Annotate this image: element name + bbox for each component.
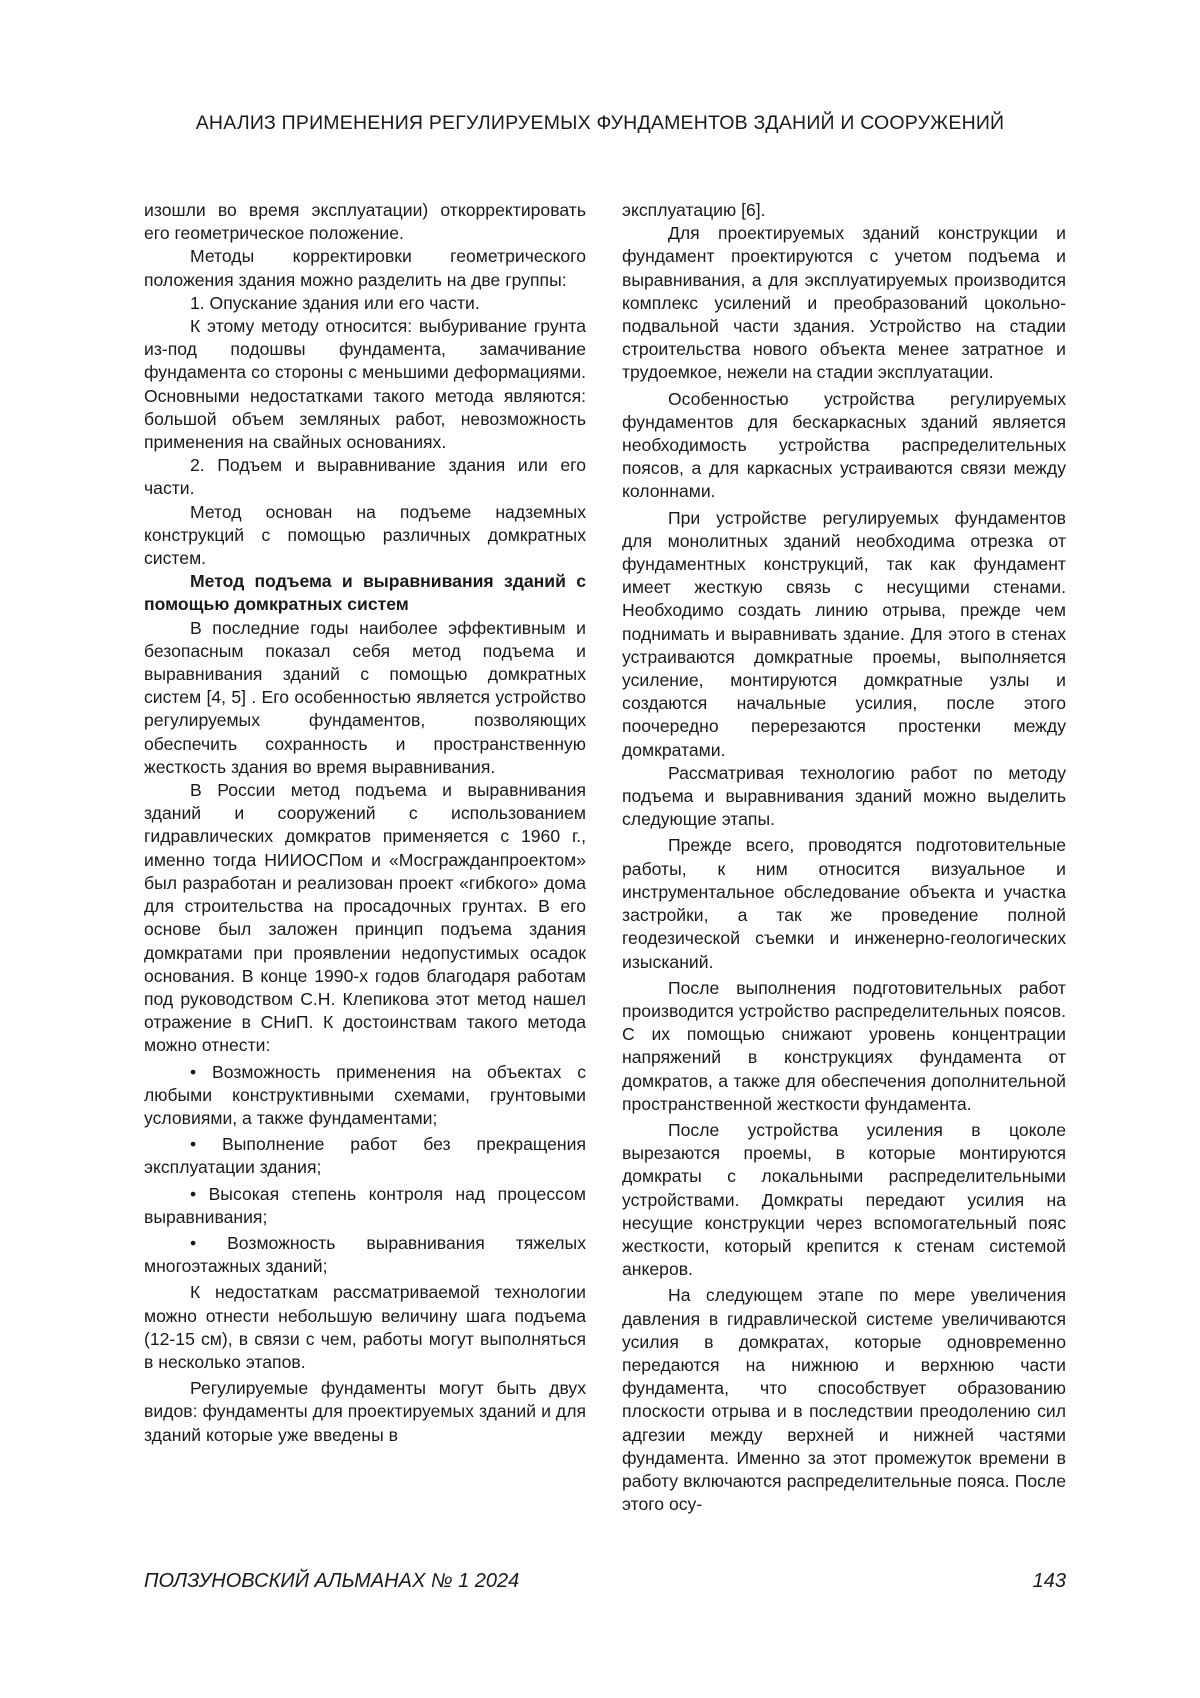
paragraph: Методы корректировки геометрического положения здания можно разделить на две группы: xyxy=(144,246,586,290)
paragraph: К этому методу относится: выбуривание грунта из-под подошвы фундамента, замачивание фундамента со стороны с меньшими деформациями. Основными недостатками такого метода являются: большой объем земляных работ, невозможность применения на свайных основаниях. xyxy=(144,316,586,453)
paragraph: В России метод подъема и выравнивания зданий и сооружений с использованием гидравлических домкратов применяется с 1960 г., именно тогда НИИОСПом и «Мосгражданпроектом» был разработан и реализован проект «гибкого» дома для строительства на просадочных грунтах. В его основе был заложен принцип подъема здания домкратами при проявлении недопустимых осадок основания. В конце 1990-х годов благодаря работам под руководством С.Н. Клепикова этот метод нашел отражение в СНиП. К достоинствам такого метода можно отнести: xyxy=(144,780,586,1056)
right-column xyxy=(622,199,1066,1516)
paragraph: эксплуатацию [6]. xyxy=(622,200,766,220)
left-column xyxy=(144,199,586,1447)
paragraph: Рассматривая технологию работ по методу подъема и выравнивания зданий можно выделить следующие этапы. xyxy=(622,762,1066,830)
page-number: 143 xyxy=(1032,1570,1066,1592)
paragraph: При устройстве регулируемых фундаментов для монолитных зданий необходима отрезка от фундаментных конструкций, так как фундамент имеет жесткую связь с несущими стенами. Необходимо создать линию отрыва, прежде чем поднимать и выравнивать здание. Для этого в стенах устраиваются домкратные проемы, выполняется усиление, монтируются домкратные узлы и создаются начальные усилия, после этого поочередно перерезаются простенки между домкратами. xyxy=(622,507,1066,760)
paragraph: После устройства усиления в цоколе вырезаются проемы, в которые монтируются домкраты с локальными распределительными устройствами. Домкраты передают усилия на несущие конструкции через вспомогательный пояс жесткости, который крепится к стенам системой анкеров. xyxy=(622,1119,1066,1280)
list-item: 2. Подъем и выравнивание здания или его части. xyxy=(144,455,586,499)
bullet-item: • Высокая степень контроля над процессом выравнивания; xyxy=(144,1183,586,1227)
paragraph: Прежде всего, проводятся подготовительные работы, к ним относится визуальное и инструментальное обследование объекта и участка застройки, а так же проведение полной геодезической съемки и инженерно-геологических изысканий. xyxy=(622,835,1066,972)
paragraph: изошли во время эксплуатации) откорректировать его геометрическое положение. xyxy=(144,200,586,244)
bullet-item: • Возможность применения на объектах с любыми конструктивными схемами, грунтовыми условиями, а также фундаментами; xyxy=(144,1061,586,1128)
paragraph: Метод основан на подъеме надземных конструкций с помощью различных домкратных систем. xyxy=(144,501,586,569)
paragraph: Для проектируемых зданий конструкции и фундамент проектируются с учетом подъема и выравнивания, а для эксплуатируемых производится комплекс усилений и преобразований цокольно-подвальной части здания. Устройство на стадии строительства нового объекта менее затратное и трудоемкое, нежели на стадии эксплуатации. xyxy=(622,223,1066,383)
journal-footer: ПОЛЗУНОВСКИЙ АЛЬМАНАХ № 1 2024 xyxy=(144,1570,520,1592)
section-heading: Метод подъема и выравнивания зданий с помощью домкратных систем xyxy=(144,571,586,615)
bullet-item: • Возможность выравнивания тяжелых многоэтажных зданий; xyxy=(144,1232,586,1277)
running-header: АНАЛИЗ ПРИМЕНЕНИЯ РЕГУЛИРУЕМЫХ ФУНДАМЕНТОВ ЗДАНИЙ И СООРУЖЕНИЙ xyxy=(195,112,1005,134)
paragraph: Особенностью устройства регулируемых фундаментов для бескаркасных зданий является необходимость устройства распределительных поясов, а для каркасных устраиваются связи между колоннами. xyxy=(622,388,1066,502)
paragraph: К недостаткам рассматриваемой технологии можно отнести небольшую величину шага подъема (12-15 см), в связи с чем, работы могут выполняться в несколько этапов. xyxy=(144,1282,586,1372)
paragraph: На следующем этапе по мере увеличения давления в гидравлической системе увеличиваются усилия в домкратах, которые одновременно передаются на нижнюю и верхнюю части фундамента, что способствует образованию плоскости отрыва и в последствии преодолению сил адгезии между верхней и нижней частями фундамента. Именно за этот промежуток времени в работу включаются распределительные пояса. После этого осу- xyxy=(622,1285,1066,1515)
paragraph: В последние годы наиболее эффективным и безопасным показал себя метод подъема и выравнивания зданий с помощью домкратных систем [4, 5] . Его особенностью является устройство регулируемых фундаментов, позволяющих обеспечить сохранность и пространственную жесткость здания во время выравнивания. xyxy=(144,617,586,777)
paragraph: После выполнения подготовительных работ производится устройство распределительных поясов. С их помощью снижают уровень концентрации напряжений в конструкциях фундамента от домкратов, а также для обеспечения дополнительной пространственной жесткости фундамента. xyxy=(622,977,1066,1114)
paragraph: Регулируемые фундаменты могут быть двух видов: фундаменты для проектируемых зданий и для зданий которые уже введены в xyxy=(144,1378,586,1445)
list-item: 1. Опускание здания или его части. xyxy=(190,292,480,313)
bullet-item: • Выполнение работ без прекращения эксплуатации здания; xyxy=(144,1134,586,1178)
